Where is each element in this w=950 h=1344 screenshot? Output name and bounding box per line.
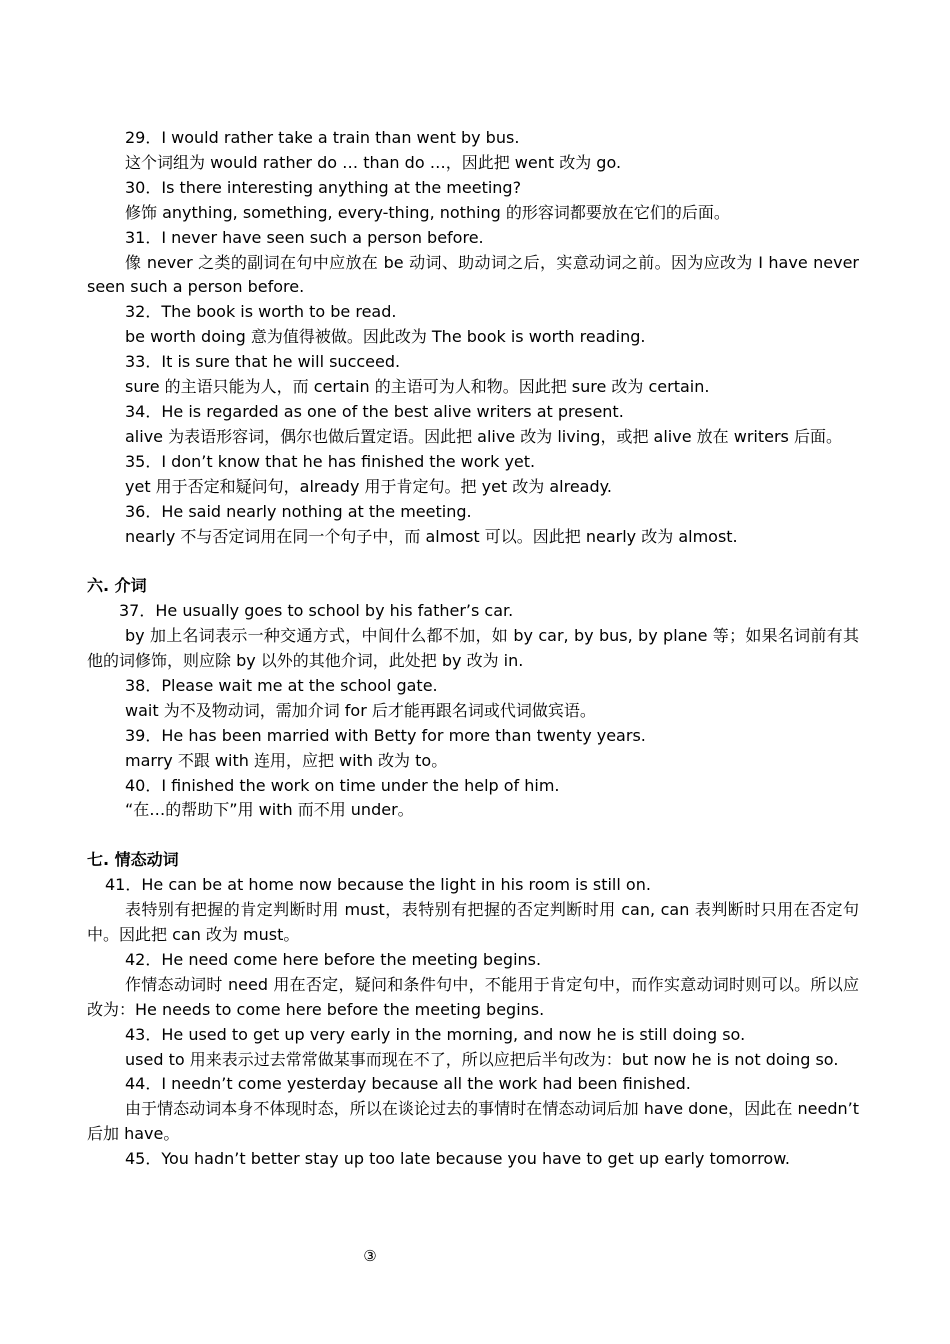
answer-37: by 加上名词表示一种交通方式，中间什么都不加，如 by car, by bus, by plane 等；如果名词前有其他的词修饰，则应除 by 以外的其他介词，此处把 by 改为 in. (87, 626, 859, 671)
answer-42: 作情态动词时 need 用在否定，疑问和条件句中，不能用于肯定句中，而作实意动词时则可以。所以应改为：He needs to come here before the meeting begins. (87, 974, 859, 1019)
question-43: 43．He used to get up very early in the morning, and now he is still doing so. (125, 1024, 746, 1044)
question-33: 33．It is sure that he will succeed. (125, 352, 401, 372)
document-body (87, 126, 859, 1172)
question-34: 34．He is regarded as one of the best alive writers at present. (125, 401, 624, 421)
question-41: 41．He can be at home now because the light in his room is still on. (105, 875, 651, 895)
question-29: 29．I would rather take a train than went by bus. (125, 128, 520, 147)
question-32: 32．The book is worth to be read. (125, 302, 397, 322)
answer-33: sure 的主语只能为人，而 certain 的主语可为人和物。因此把 sure 改为 certain. (125, 377, 710, 397)
question-31: 31．I never have seen such a person before. (125, 227, 484, 247)
question-35: 35．I don’t know that he has finished the work yet. (125, 451, 536, 471)
question-40: 40．I finished the work on time under the help of him. (125, 775, 560, 795)
answer-38: wait 为不及物动词，需加介词 for 后才能再跟名词或代词做宾语。 (125, 700, 596, 720)
answer-32: be worth doing 意为值得被做。因此改为 The book is worth reading. (125, 327, 646, 347)
answer-43: used to 用来表示过去常常做某事而现在不了，所以应把后半句改为：but now he is not doing so. (125, 1049, 839, 1069)
section-heading-modal-verbs: 七. 情态动词 (87, 850, 179, 870)
question-30: 30．Is there interesting anything at the meeting? (125, 177, 522, 197)
question-38: 38．Please wait me at the school gate. (125, 675, 438, 695)
question-45: 45．You hadn’t better stay up too late because you have to get up early tomorrow. (125, 1149, 790, 1169)
section-heading-prepositions: 六. 介词 (87, 576, 147, 596)
answer-36: nearly 不与否定词用在同一个句子中，而 almost 可以。因此把 nearly 改为 almost. (125, 526, 738, 546)
question-39: 39．He has been married with Betty for more than twenty years. (125, 725, 646, 745)
answer-31: 像 never 之类的副词在句中应放在 be 动词、助动词之后，实意动词之前。因为应改为 I have never seen such a person before. (87, 252, 859, 297)
answer-30: 修饰 anything, something, every-thing, nothing 的形容词都要放在它们的后面。 (125, 202, 730, 222)
question-44: 44．I needn’t come yesterday because all the work had been finished. (125, 1074, 691, 1094)
answer-41: 表特别有把握的肯定判断时用 must，表特别有把握的否定判断时用 can, can 表判断时只用在否定句中。因此把 can 改为 must。 (87, 900, 859, 944)
answer-34: alive 为表语形容词，偶尔也做后置定语。因此把 alive 改为 living，或把 alive 放在 writers 后面。 (125, 426, 842, 446)
answer-35: yet 用于否定和疑问句，already 用于肯定句。把 yet 改为 already. (125, 476, 612, 496)
answer-29: 这个词组为 would rather do … than do …，因此把 went 改为 go. (125, 152, 622, 172)
page-number: ③ (363, 1247, 377, 1265)
question-37: 37．He usually goes to school by his father’s car. (119, 601, 514, 621)
answer-40: “在…的帮助下”用 with 而不用 under。 (125, 800, 414, 820)
answer-39: marry 不跟 with 连用，应把 with 改为 to。 (125, 750, 448, 770)
question-36: 36．He said nearly nothing at the meeting. (125, 501, 472, 521)
question-42: 42．He need come here before the meeting begins. (125, 949, 542, 969)
answer-44: 由于情态动词本身不体现时态，所以在谈论过去的事情时在情态动词后加 have done，因此在 needn’t 后加 have。 (87, 1099, 859, 1144)
